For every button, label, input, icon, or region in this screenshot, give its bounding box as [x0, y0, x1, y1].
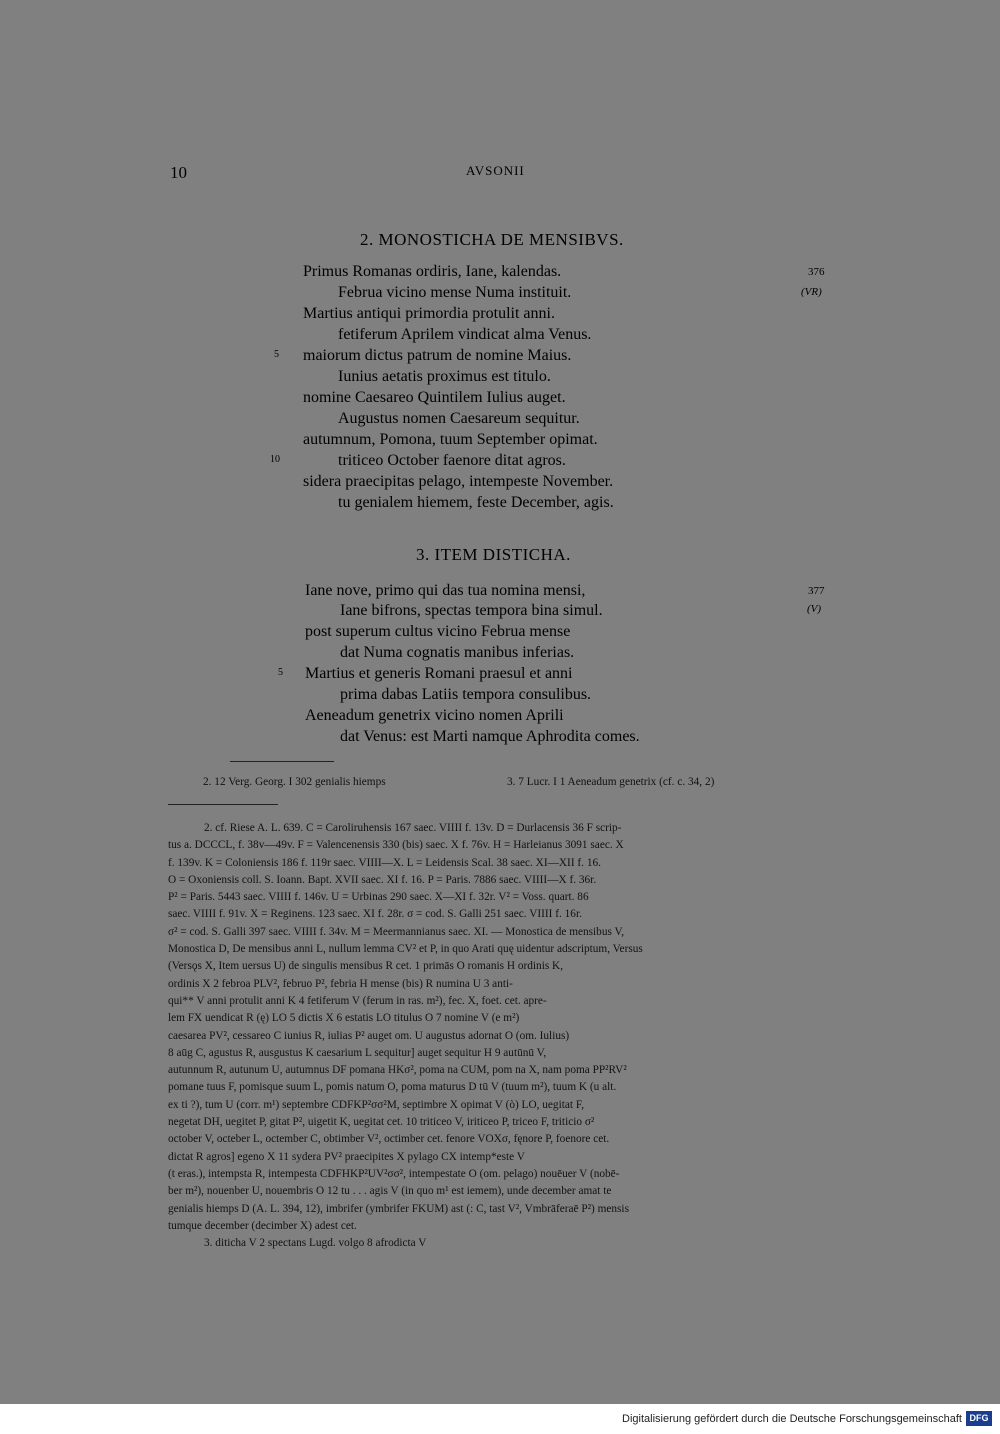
line-number: 5 [274, 349, 279, 360]
apparatus-line: f. 139v. K = Coloniensis 186 f. 119r saec. VIIII—X. L = Leidensis Scal. 38 saec. XI—XII f. 16. [168, 856, 601, 869]
apparatus-line: negetat DH, uegitet P, gitat P², uigetit K, uegitat cet. 10 triticeo V, iriticeo P, triceo F, triticio σ² [168, 1116, 595, 1129]
poem-3-page-ref: 377 [808, 585, 825, 597]
page-number: 10 [170, 163, 187, 182]
poem-3-title: 3. ITEM DISTICHA. [416, 545, 571, 564]
apparatus-line: tus a. DCCCL, f. 38v—49v. F = Valencenensis 330 (bis) saec. X f. 76v. H = Harleianus 3091 saec. X [168, 839, 624, 852]
verse-line: Aeneadum genetrix vicino nomen Aprili [305, 707, 564, 724]
separator-rule [230, 761, 334, 762]
running-title: AVSONII [466, 163, 525, 178]
poem-2-title: 2. MONOSTICHA DE MENSIBVS. [360, 230, 624, 249]
apparatus-line: october V, octeber L, octember C, obtimber V², octimber cet. fenore VOXσ, fęnore P, foenore cet. [168, 1133, 610, 1146]
apparatus-line: (Versǫs X, Item uersus U) de singulis mensibus R cet. 1 primās O romanis H ordinis K, [168, 960, 564, 973]
apparatus-line: qui** V anni protulit anni K 4 fetiferum V (ferum in ras. m²), fec. X, foet. cet. apre- [168, 994, 547, 1007]
apparatus-line: autunnum R, autunum U, autumnus DF pomana HKσ², poma na CUM, pom na X, nam poma PP²RV² [168, 1064, 627, 1077]
verse-line: maiorum dictus patrum de nomine Maius. [303, 347, 572, 364]
verse-line: sidera praecipitas pelago, intempeste November. [303, 473, 614, 490]
poem-3-ms-ref: (V) [807, 603, 822, 615]
apparatus-line: caesarea PV², cessareo C iunius R, iulias P² auget om. U augustus adornat O (om. Iulius) [168, 1029, 570, 1042]
line-number: 5 [278, 667, 283, 678]
verse-line: Iane bifrons, spectas tempora bina simul. [340, 602, 603, 619]
line-number: 10 [270, 454, 280, 465]
apparatus-line: ex ti ?), tum U (corr. m¹) septembre CDFKP²σσ²M, septimbre X opimat V (ò) LO, uegitat F, [168, 1098, 585, 1111]
apparatus-line: P² = Paris. 5443 saec. VIIII f. 146v. U = Urbinas 290 saec. X—XI f. 32r. V² = Voss. quart. 86 [168, 891, 589, 904]
poem-2-ms-ref: (VR) [801, 286, 822, 298]
dfg-logo: DFG [966, 1411, 992, 1426]
verse-line: triticeo October faenore ditat agros. [338, 452, 566, 469]
apparatus-line: 8 aūg C, agustus R, ausgustus K caesarium L sequitur] auget sequitur H 9 autūnū V, [168, 1046, 547, 1059]
testimonia-right: 3. 7 Lucr. I 1 Aeneadum genetrix (cf. c. 34, 2) [507, 776, 715, 788]
verse-line: dat Numa cognatis manibus inferias. [340, 644, 575, 661]
verse-line: post superum cultus vicino Februa mense [305, 623, 571, 640]
funding-credit: Digitalisierung gefördert durch die Deutsche Forschungsgemeinschaft [622, 1413, 962, 1425]
apparatus-line: Monostica D, De mensibus anni L, nullum lemma CV² et P, in quo Arati quę uidentur adscriptum, Versus [168, 943, 643, 956]
verse-line: Martius antiqui primordia protulit anni. [303, 305, 555, 322]
verse-line: autumnum, Pomona, tuum September opimat. [303, 431, 598, 448]
apparatus-line: σ² = cod. S. Galli 397 saec. VIIII f. 34v. M = Meermannianus saec. XI. — Monostica de mensibus V, [168, 925, 625, 938]
verse-line: Augustus nomen Caesareum sequitur. [338, 410, 580, 427]
verse-line: Iane nove, primo qui das tua nomina mensi, [305, 582, 586, 599]
apparatus-line: genialis hiemps D (A. L. 394, 12), imbrifer (ymbrifer FKUM) ast (: C, tast V², Vmbrāferaē P²) mensis [168, 1202, 629, 1215]
verse-line: Martius et generis Romani praesul et anni [305, 665, 573, 682]
apparatus-criticus [168, 820, 832, 1252]
apparatus-line: tumque december (decimber X) adest cet. [168, 1219, 357, 1232]
apparatus-line: saec. VIIII f. 91v. X = Reginens. 123 saec. XI f. 28r. σ = cod. S. Galli 251 saec. VIIII f. 16r. [168, 908, 582, 921]
apparatus-line: dictat R agros] egeno X 11 sydera PV² praecipites X pylago CX intemp*este V [168, 1150, 525, 1163]
verse-line: Primus Romanas ordiris, Iane, kalendas. [303, 263, 562, 280]
apparatus-line: ber m²), nouenber U, nouembris O 12 tu . . . agis V (in quo m¹ est iemem), unde december amat te [168, 1185, 612, 1198]
apparatus-line: pomane tuus F, pomisque suum L, pomis natum O, poma maturus D tū V (tuum m²), tuum K (u alt. [168, 1081, 617, 1094]
apparatus-line: 2. cf. Riese A. L. 639. C = Caroliruhensis 167 saec. VIIII f. 13v. D = Durlacensis 36 F scrip- [204, 822, 622, 834]
verse-line: dat Venus: est Marti namque Aphrodita comes. [340, 728, 640, 745]
testimonia-left: 2. 12 Verg. Georg. I 302 genialis hiemps [203, 776, 386, 788]
verse-line: nomine Caesareo Quintilem Iulius auget. [303, 389, 566, 406]
verse-line: fetiferum Aprilem vindicat alma Venus. [338, 326, 592, 343]
poem-2-page-ref: 376 [808, 266, 825, 278]
apparatus-line: (t eras.), intempsta R, intempesta CDFHKP²UV²σσ², intempestate O (om. pelago) nouēuer V (nobē- [168, 1167, 620, 1180]
apparatus-line: ordinis X 2 febroa PLV², februo P², febria H mense (bis) R numina U 3 anti- [168, 977, 513, 990]
separator-rule [168, 804, 278, 805]
apparatus-line: O = Oxoniensis coll. S. Ioann. Bapt. XVII saec. XI f. 16. P = Paris. 7886 saec. VIIII—X f. 36r. [168, 873, 597, 886]
apparatus-line-3: 3. diticha V 2 spectans Lugd. volgo 8 afrodicta V [204, 1237, 427, 1250]
apparatus-line: lem FX uendicat R (ę) LO 5 dictis X 6 estatis LO titulus O 7 nomine V (e m²) [168, 1012, 520, 1025]
verse-line: Iunius aetatis proximus est titulo. [338, 368, 551, 385]
verse-line: Februa vicino mense Numa instituit. [338, 284, 572, 301]
verse-line: tu genialem hiemem, feste December, agis. [338, 494, 614, 511]
verse-line: prima dabas Latiis tempora consulibus. [340, 686, 592, 703]
